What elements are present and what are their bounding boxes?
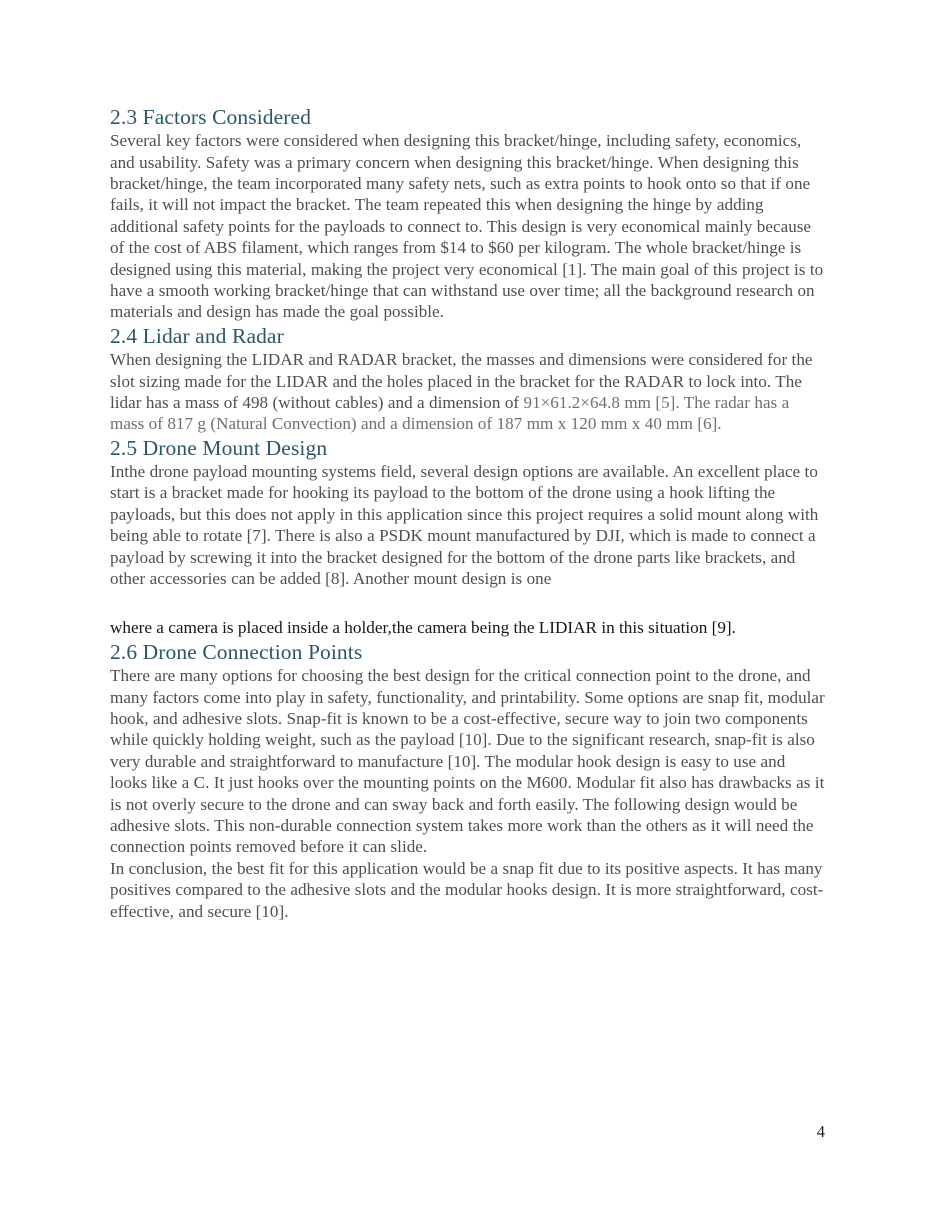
page-content	[110, 104, 826, 922]
lidar-dimensions-text: 91×61.2×64.8 mm [5]. The radar has a mass of 817 g (Natural Convection) and a dimension of 187 mm x 120 mm x 40 mm [6].	[110, 392, 790, 434]
section-body-drone-connection-points-p1: There are many options for choosing the best design for the critical connection point to the drone, and many factors come into play in safety, functionality, and printability. Some options are snap fit, modular hook, and adhesive slots. Snap-fit is known to be a cost-effective, secure way to join two components while quickly holding weight, such as the payload [10]. Due to the significant research, snap-fit is also very durable and straightforward to manufacture [10]. The modular hook design is easy to use and looks like a C. It just hooks over the mounting points on the M600. Modular fit also has drawbacks as it is not overly secure to the drone and can sway back and forth easily. The following design would be adhesive slots. This non-durable connection system takes more work than the others as it will need the connection points removed before it can slide.	[110, 666, 825, 857]
lidar-body-main: When designing the LIDAR and RADAR bracket, the masses and dimensions were considered for the slot sizing made for the LIDAR and the holes placed in the bracket for the RADAR to lock into. The lidar has a mass of 498 (without cables) and a dimension of	[110, 350, 813, 412]
section-heading-drone-connection-points: 2.6 Drone Connection Points	[110, 639, 363, 664]
page-number: 4	[816, 1122, 825, 1141]
section-body-factors-considered: Several key factors were considered when designing this bracket/hinge, including safety, economics, and usability. Safety was a primary concern when designing this bracket/hinge. When designing this bracket/hinge, the team incorporated many safety nets, such as extra points to hook onto so that if one fails, it will not impact the bracket. The team repeated this when designing the hinge by adding additional safety points for the payloads to connect to. This design is very economical mainly because of the cost of ABS filament, which ranges from $14 to $60 per kilogram. The whole bracket/hinge is designed using this material, making the project very economical [1]. The main goal of this project is to have a smooth working bracket/hinge that can withstand use over time; all the background research on materials and design has made the goal possible.	[110, 131, 824, 322]
section-body-lidar-and-radar	[110, 349, 826, 435]
section-body-drone-mount-design-continuation: where a camera is placed inside a holder,the camera being the LIDIAR in this situation [9].	[110, 618, 736, 638]
section-heading-drone-mount-design: 2.5 Drone Mount Design	[110, 435, 328, 460]
section-heading-lidar-and-radar: 2.4 Lidar and Radar	[110, 323, 284, 348]
section-body-drone-connection-points-p2: In conclusion, the best fit for this application would be a snap fit due to its positive aspects. It has many positives compared to the adhesive slots and the modular hooks design. It is more straightforward, cost-effective, and secure [10].	[110, 858, 824, 921]
section-body-drone-mount-design: Inthe drone payload mounting systems field, several design options are available. An excellent place to start is a bracket made for hooking its payload to the bottom of the drone using a hook lifting the payloads, but this does not apply in this application since this project requires a solid mount along with being able to rotate [7]. There is also a PSDK mount manufactured by DJI, which is made to connect a payload by screwing it into the bracket designed for the bottom of the drone parts like brackets, and other accessories can be added [8]. Another mount design is one	[110, 461, 819, 588]
section-heading-factors-considered: 2.3 Factors Considered	[110, 105, 312, 129]
